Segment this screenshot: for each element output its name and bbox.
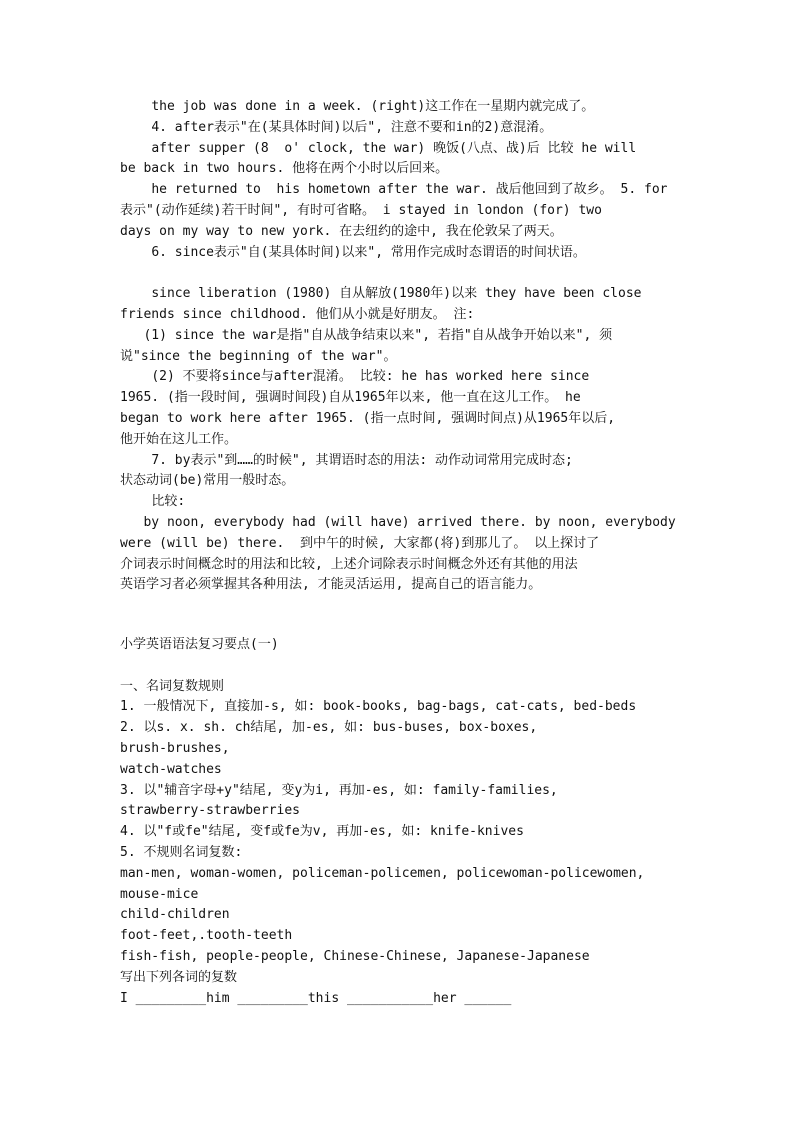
text-line: 他开始在这儿工作。 (120, 431, 238, 447)
rule-line: foot-feet,.tooth-teeth (120, 928, 293, 944)
rule-line: man-men, woman-women, policeman-policemen, policewoman-policewomen, (120, 865, 645, 881)
exercise-heading: 写出下列各词的复数 (120, 969, 238, 985)
rule-line: mouse-mice (120, 886, 199, 902)
grammar-review-section (120, 635, 676, 1009)
rule-line: 1. 一般情况下, 直接加-s, 如: book-books, bag-bags, cat-cats, bed-beds (120, 699, 637, 715)
text-line: by noon, everybody had (will have) arrived there. by noon, everybody (120, 514, 676, 530)
blank-line (120, 656, 676, 677)
text-line: 介词表示时间概念时的用法和比较, 上述介词除表示时间概念外还有其他的用法 (120, 556, 578, 572)
text-line: were (will be) there. 到中午的时候, 大家都(将)到那儿了。 以上探讨了 (120, 535, 600, 551)
text-line: friends since childhood. 他们从小就是好朋友。 注: (120, 306, 475, 322)
rule-line: brush-brushes, (120, 740, 230, 756)
rule-line: 3. 以"辅音字母+y"结尾, 变y为i, 再加-es, 如: family-families, (120, 782, 558, 798)
text-line: 表示"(动作延续)若干时间", 有时可省略。 i stayed in london (for) two (120, 202, 602, 218)
text-line: 4. after表示"在(某具体时间)以后", 注意不要和in的2)意混淆。 (120, 119, 553, 135)
rule-line: watch-watches (120, 761, 222, 777)
text-line: 1965. (指一段时间, 强调时间段)自从1965年以来, 他一直在这儿工作。 he (120, 390, 581, 406)
text-line: the job was done in a week. (right)这工作在一星期内就完成了。 (120, 99, 595, 114)
rule-line: 5. 不规则名词复数: (120, 844, 243, 860)
text-line: 7. by表示"到……的时候", 其谓语时态的用法: 动作动词常用完成时态; (120, 452, 573, 468)
text-line: days on my way to new york. 在去纽约的途中, 我在伦敦呆了两天。 (120, 223, 563, 239)
text-line: he returned to his hometown after the war. 战后他回到了故乡。 5. for (120, 182, 668, 198)
rule-line: 4. 以"f或fe"结尾, 变f或fe为v, 再加-es, 如: knife-knives (120, 824, 524, 840)
section-title: 小学英语语法复习要点(一) (120, 637, 279, 652)
text-line: (2) 不要将since与after混淆。 比较: he has worked here since (120, 369, 590, 385)
blank-line (120, 263, 676, 284)
text-line: (1) since the war是指"自从战争结束以来", 若指"自从战争开始以来", 须 (120, 327, 613, 343)
section-heading: 一、名词复数规则 (120, 678, 225, 694)
text-line: began to work here after 1965. (指一点时间, 强调时间点)从1965年以后, (120, 410, 616, 426)
rule-line: fish-fish, people-people, Chinese-Chinese, Japanese-Japanese (120, 948, 590, 964)
text-line: 说"since the beginning of the war"。 (120, 348, 397, 364)
text-line: 比较: (120, 494, 186, 510)
text-line: since liberation (1980) 自从解放(1980年)以来 they have been close (120, 286, 642, 302)
text-line: 英语学习者必须掌握其各种用法, 才能灵活运用, 提高自己的语言能力。 (120, 577, 542, 593)
rule-line: strawberry-strawberries (120, 803, 301, 819)
text-line: be back in two hours. 他将在两个小时以后回来。 (120, 161, 449, 177)
text-line: 6. since表示"自(某具体时间)以来", 常用作完成时态谓语的时间状语。 (120, 244, 586, 260)
rule-line: child-children (120, 907, 230, 923)
preposition-usage-text (120, 97, 676, 596)
exercise-line: I _________him _________this ___________her ______ (120, 990, 512, 1006)
text-line: after supper (8 o' clock, the war) 晚饭(八点、战)后 比较 he will (120, 140, 637, 156)
rule-line: 2. 以s. x. sh. ch结尾, 加-es, 如: bus-buses, box-boxes, (120, 720, 538, 736)
text-line: 状态动词(be)常用一般时态。 (120, 473, 295, 489)
